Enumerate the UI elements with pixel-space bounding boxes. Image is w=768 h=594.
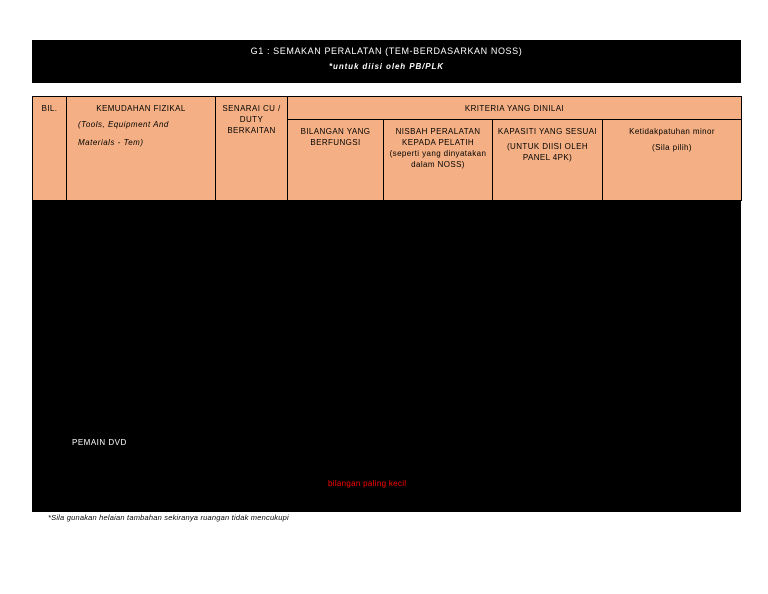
header-ketidakpatuhan [603,120,742,201]
header-ketidakpatuhan-note: (Sila pilih) [652,143,692,153]
header-kemudahan-label: KEMUDAHAN FIZIKAL [96,104,186,113]
header-kapasiti [493,120,603,201]
header-bil-label: BIL. [41,104,58,113]
header-kapasiti-note: (UNTUK DIISI OLEH PANEL 4PK) [506,142,589,163]
header-bilangan [288,120,384,201]
header-nisbah [384,120,493,201]
header-kemudahan-sub1: (Tools, Equipment And [78,120,169,129]
form-subtitle: *untuk diisi oleh PB/PLK [329,62,444,71]
header-nisbah-label: NISBAH PERALATAN KEPADA PELATIH [395,127,481,148]
header-nisbah-note: (seperti yang dinyatakan dalam NOSS) [389,149,487,170]
header-kemudahan [67,97,216,201]
header-ketidakpatuhan-label: Ketidakpatuhan minor [629,127,715,137]
table-header [32,96,742,201]
header-kapasiti-label: KAPASITI YANG SESUAI [497,127,598,137]
form-title-bar [32,40,741,83]
header-bil [33,97,67,201]
header-kriteria-label: KRITERIA YANG DINILAI [464,103,565,113]
equipment-table [32,96,741,512]
form-title: G1 : SEMAKAN PERALATAN (TEM-BERDASARKAN NOSS) [250,46,523,56]
header-senarai-label: SENARAI CU / DUTY BERKAITAN [222,104,281,135]
header-kemudahan-sub2: Materials - Tem) [78,138,144,147]
minimum-count-note: bilangan paling kecil [328,479,407,488]
footnote: *Sila gunakan helaian tambahan sekiranya ruangan tidak mencukupi [48,513,289,522]
header-bilangan-label: BILANGAN YANG BERFUNGSI [300,127,371,148]
header-kriteria [288,97,742,120]
header-senarai [216,97,288,201]
item-name-cell: PEMAIN DVD [72,438,127,447]
